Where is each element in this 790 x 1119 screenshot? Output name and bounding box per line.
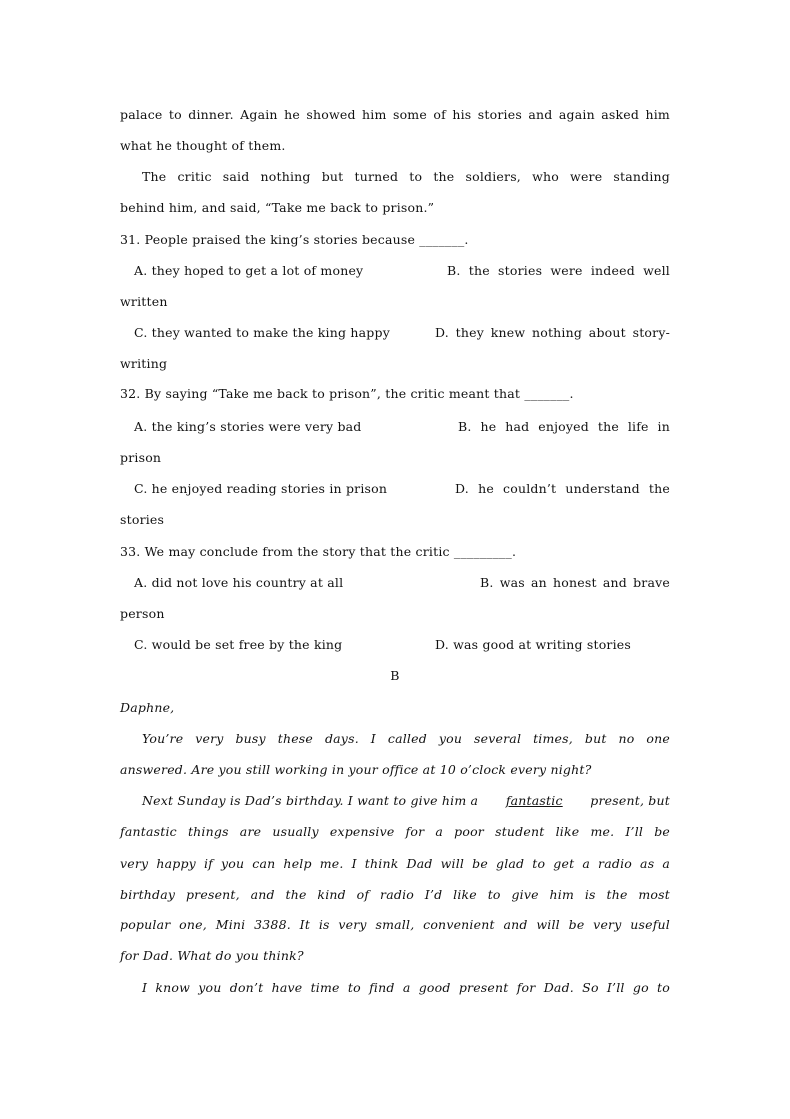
letter-line: I know you don’t have time to find a good present for Dad. So I’ll go to <box>142 980 670 995</box>
letter-line: popular one, Mini 3388. It is very small, convenient and will be very useful <box>120 917 670 932</box>
q33-option-c: C. would be set free by the king <box>134 637 343 652</box>
q31-option-a: A. they hoped to get a lot of money <box>134 263 364 278</box>
letter-line: very happy if you can help me. I think Dad will be glad to get a radio as a <box>120 856 670 871</box>
letter-line: for Dad. What do you think? <box>120 948 304 963</box>
letter-line <box>142 793 670 809</box>
story-line: what he thought of them. <box>120 138 286 153</box>
letter-text: Next Sunday is Dad’s birthday. I want to give him a <box>142 793 479 808</box>
q32-option-c: C. he enjoyed reading stories in prison <box>134 481 388 496</box>
q31-option-c: C. they wanted to make the king happy <box>134 325 390 340</box>
question-33-stem: 33. We may conclude from the story that the critic _________. <box>120 544 517 559</box>
q31-option-d: D. they knew nothing about story- <box>435 325 670 340</box>
q32-option-b: B. he had enjoyed the life in <box>458 419 670 434</box>
q33-option-d: D. was good at writing stories <box>435 637 632 652</box>
letter-line: You’re very busy these days. I called you several times, but no one <box>142 731 670 746</box>
story-line: behind him, and said, “Take me back to prison.” <box>120 200 435 215</box>
letter-line: answered. Are you still working in your office at 10 o’clock every night? <box>120 762 592 777</box>
letter-line: fantastic things are usually expensive for a poor student like me. I’ll be <box>120 824 670 839</box>
question-31-stem: 31. People praised the king’s stories because _______. <box>120 232 469 247</box>
q31-option-d-cont: writing <box>120 356 168 371</box>
question-32-stem: 32. By saying “Take me back to prison”, the critic meant that _______. <box>120 386 574 401</box>
q32-option-a: A. the king’s stories were very bad <box>134 419 362 434</box>
story-line: palace to dinner. Again he showed him some of his stories and again asked him <box>120 107 670 122</box>
q32-option-d: D. he couldn’t understand the <box>455 481 670 496</box>
q31-option-b-cont: written <box>120 294 168 309</box>
letter-salutation: Daphne, <box>120 700 175 715</box>
underlined-word: fantastic <box>505 793 563 808</box>
story-line: The critic said nothing but turned to the soldiers, who were standing <box>142 169 670 184</box>
q32-option-b-cont: prison <box>120 450 162 465</box>
q31-option-b: B. the stories were indeed well <box>447 263 670 278</box>
q33-option-a: A. did not love his country at all <box>134 575 344 590</box>
q33-option-b: B. was an honest and brave <box>480 575 670 590</box>
letter-text: present, but <box>590 793 670 808</box>
q32-option-d-cont: stories <box>120 512 165 527</box>
letter-line: birthday present, and the kind of radio I’d like to give him is the most <box>120 887 670 902</box>
q33-option-b-cont: person <box>120 606 165 621</box>
section-heading: B <box>390 668 400 683</box>
